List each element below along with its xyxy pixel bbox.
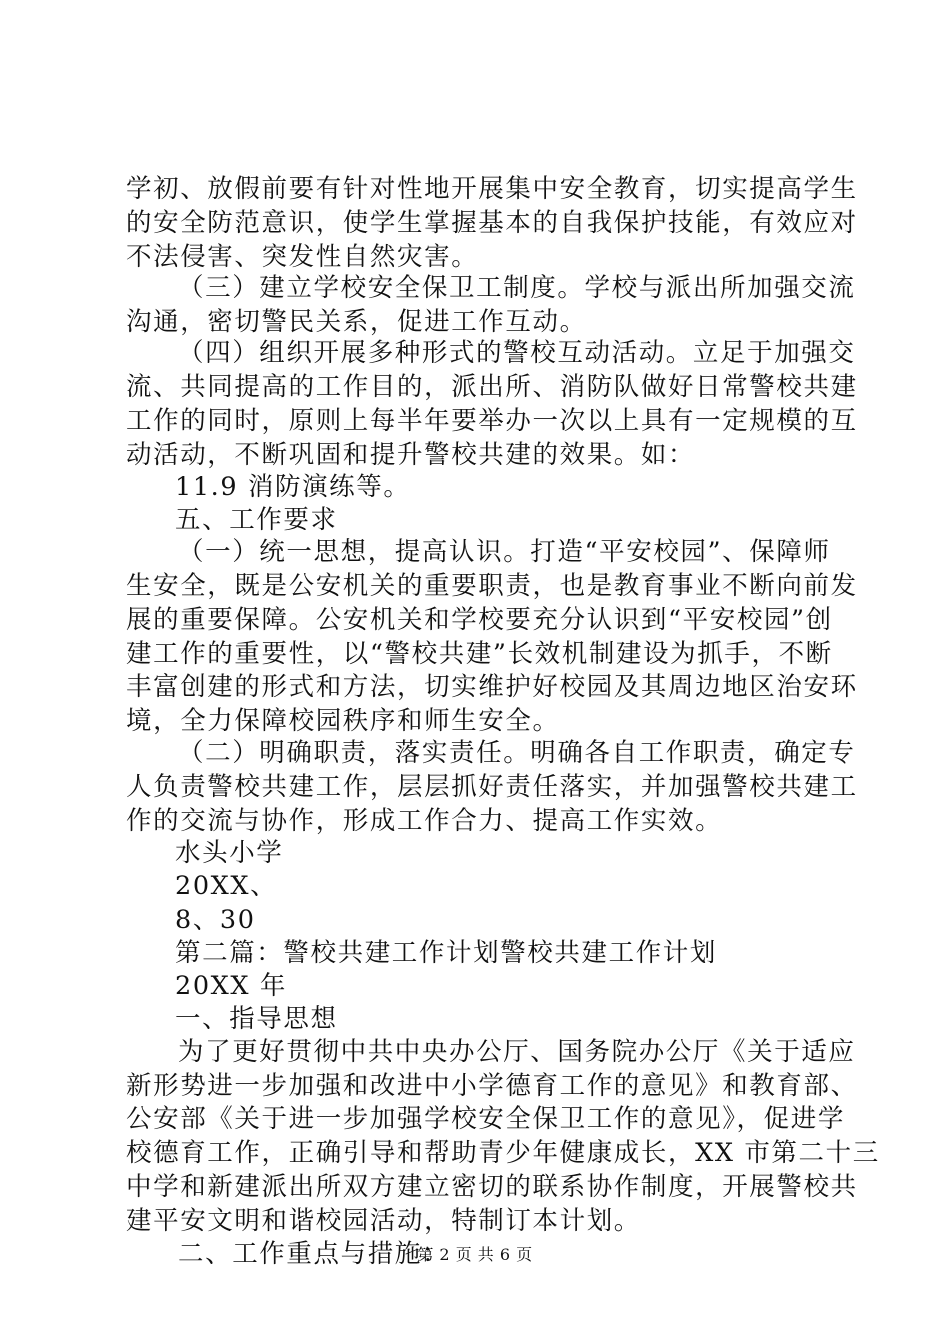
body-line: 的安全防范意识，使学生掌握基本的自我保护技能，有效应对: [126, 208, 858, 238]
body-line: 境，全力保障校园秩序和师生安全。: [126, 706, 560, 736]
body-line: 流、共同提高的工作目的，派出所、消防队做好日常警校共建: [126, 372, 858, 402]
body-line: 作的交流与协作，形成工作合力、提高工作实效。: [126, 806, 723, 836]
body-line: 学初、放假前要有针对性地开展集中安全教育，切实提高学生: [126, 174, 858, 204]
body-line: （四）组织开展多种形式的警校互动活动。立足于加强交: [178, 338, 856, 368]
section-heading: 一、指导思想: [175, 1004, 338, 1034]
signature-date: 8、30: [175, 905, 256, 935]
page-number-label: 第 2 页 共 6 页: [417, 1245, 533, 1264]
body-line: 不法侵害、突发性自然灾害。: [126, 242, 479, 272]
signature-year: 20XX、: [175, 871, 278, 901]
body-line: 人负责警校共建工作，层层抓好责任落实，并加强警校共建工: [126, 772, 858, 802]
section-heading: 二、工作重点与措施：: [178, 1239, 450, 1269]
body-line: （三）建立学校安全保卫工制度。学校与派出所加强交流: [178, 273, 856, 303]
body-line: 建平安文明和谐校园活动，特制订本计划。: [126, 1206, 641, 1236]
body-line: 工作的同时，原则上每半年要举办一次以上具有一定规模的互: [126, 406, 858, 436]
body-line: （二）明确职责，落实责任。明确各自工作职责，确定专: [178, 738, 856, 768]
body-line: 公安部《关于进一步加强学校安全保卫工作的意见》，促进学: [126, 1104, 845, 1134]
body-line: 展的重要保障。公安机关和学校要充分认识到“平安校园”创: [126, 605, 833, 635]
body-line: 中学和新建派出所双方建立密切的联系协作制度，开展警校共: [126, 1172, 858, 1202]
section-heading: 五、工作要求: [175, 505, 338, 535]
signature-school: 水头小学: [175, 838, 284, 868]
body-line: 11.9 消防演练等。: [175, 472, 411, 502]
page-footer: [0, 1245, 950, 1265]
chapter-year: 20XX 年: [175, 971, 287, 1001]
body-line: 动活动，不断巩固和提升警校共建的效果。如：: [126, 440, 696, 470]
body-line: 校德育工作，正确引导和帮助青少年健康成长，XX 市第二十三: [126, 1138, 880, 1168]
body-line: 沟通，密切警民关系，促进工作互动。: [126, 307, 587, 337]
body-line: （一）统一思想，提高认识。打造“平安校园”、保障师: [178, 537, 831, 567]
body-line: 新形势进一步加强和改进中小学德育工作的意见》和教育部、: [126, 1071, 858, 1101]
body-line: 丰富创建的形式和方法，切实维护好校园及其周边地区治安环: [126, 672, 858, 702]
chapter-title: 第二篇：警校共建工作计划警校共建工作计划: [175, 938, 718, 968]
body-line: 生安全，既是公安机关的重要职责，也是教育事业不断向前发: [126, 571, 858, 601]
body-line: 为了更好贯彻中共中央办公厅、国务院办公厅《关于适应: [178, 1037, 856, 1067]
body-line: 建工作的重要性，以“警校共建”长效机制建设为抓手，不断: [126, 639, 833, 669]
